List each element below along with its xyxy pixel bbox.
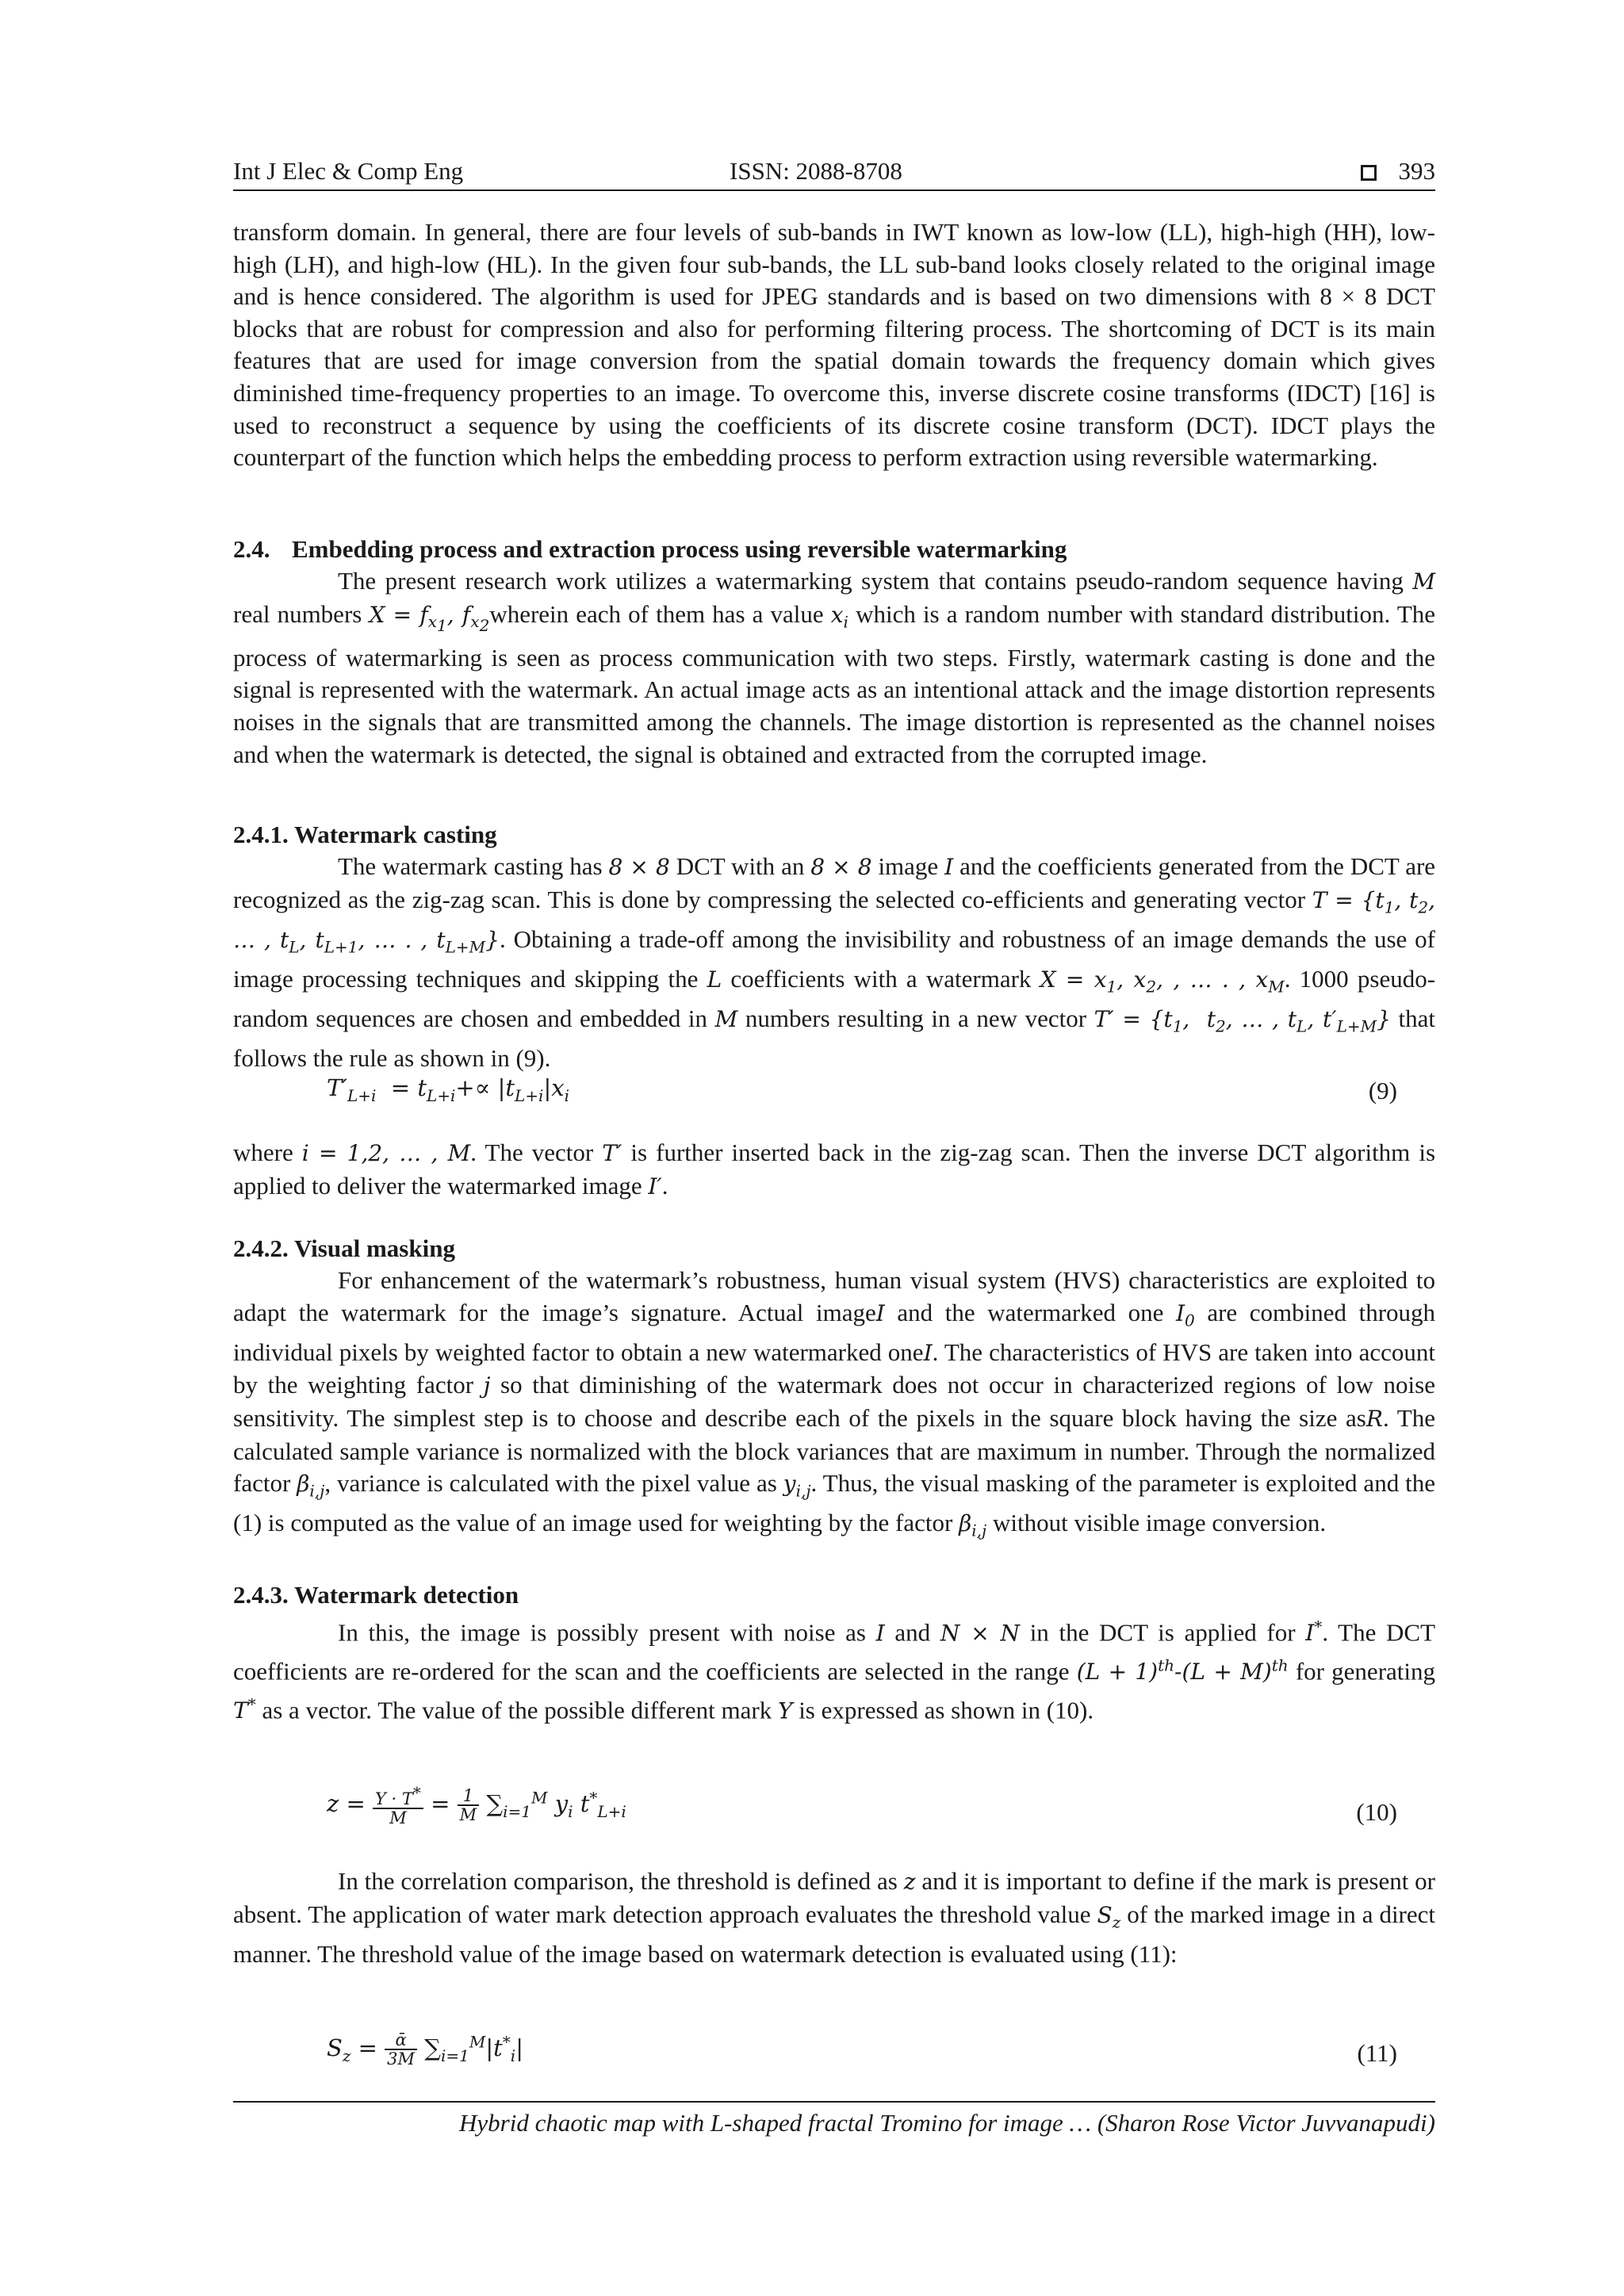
- equation-10-number: (10): [1356, 1798, 1397, 1826]
- issn: ISSN: 2088-8708: [730, 157, 902, 185]
- equation-11-number: (11): [1357, 2039, 1397, 2067]
- running-title: Hybrid chaotic map with L-shaped fractal Tromino for image … (Sharon Rose Victor Juvvanapudi): [459, 2109, 1435, 2137]
- section-2-4-1-paragraph: The watermark casting has 8 × 8 DCT with an 8 × 8 image I and the coefficients generated from the DCT are recognized as the zig-zag scan. This is done by compressing the selected co-efficients and generating vector $T = \{t_1$, $t_2$, … , $t_L$, $t_{L+1}$, … . , $t_{L+M}$}. Obtaining a trade-off among the invisibility and robustness of an image demands the use of image processing techniques and skipping the L coefficients with a watermark $X = x_1$, $x_2$, , … . , $x_M$. 1000 pseudo-random sequences are chosen and embedded in M numbers resulting in a new vector $T' = \{t_1$, $t_2$, … , $t_L$, $t'_{L+M}$} that follows the rule as shown in (9).: [233, 852, 1436, 1073]
- equation-10-formula: z = $\frac{Y \cdot T^*}{M}$ = $\frac{1}{M}$ $\sum_{i=1}^M$ $y_i$ $t^*_{L+i}$: [327, 1783, 626, 1827]
- equation-10: [233, 1782, 1435, 1833]
- section-2-4-3-heading: 2.4.3. Watermark detection: [233, 1581, 519, 1609]
- header-marker: [1361, 155, 1377, 187]
- section-2-4-3-paragraph-2: In the correlation comparison, the threshold is defined as z and it is important to define if the mark is present or absent. The application of water mark detection approach evaluates the threshold value $S_z$ of the marked image in a direct manner. The threshold value of the image based on watermark detection is evaluated using (11):: [233, 1867, 1436, 1968]
- equation-9: [233, 1067, 1435, 1112]
- square-box-icon: [1361, 165, 1377, 181]
- section-2-4-1-heading: 2.4.1. Watermark casting: [233, 821, 497, 848]
- footer-rule: [233, 2101, 1435, 2103]
- journal-name: Int J Elec & Comp Eng: [233, 157, 464, 185]
- section-2-4-2-paragraph: For enhancement of the watermark’s robustness, human visual system (HVS) characteristics are exploited to adapt the watermark for the image’s signature. Actual imageI and the watermarked one $I_0$ are combined through individual pixels by weighted factor to obtain a new watermarked oneI. The characteristics of HVS are taken into account by the weighting factor j so that diminishing of the watermark does not occur in characterized regions of low noise sensitivity. The simplest step is to choose and describe each of the pixels in the square block having the size asR. The calculated sample variance is normalized with the block variances that are maximum in number. Through the normalized factor $\beta_{i,j}$, variance is calculated with the pixel value as $y_{i,j}$. Thus, the visual masking of the parameter is exploited and the (1) is computed as the value of an image used for weighting by the factor $\beta_{i,j}$ without visible image conversion.: [233, 1266, 1436, 1540]
- equation-9-number: (9): [1368, 1077, 1397, 1104]
- section-2-4-1-after-paragraph: where i = 1,2, … , M. The vector T′ is further inserted back in the zig-zag scan. Then the inverse DCT algorithm is applied to deliver the watermarked image I′.: [233, 1138, 1436, 1200]
- equation-11: [233, 2023, 1435, 2074]
- header-rule: [233, 189, 1435, 191]
- intro-paragraph: transform domain. In general, there are four levels of sub-bands in IWT known as low-low (LL), high-high (HH), low-high (LH), and high-low (HL). In the given four sub-bands, the LL sub-band looks closely related to the original image and is hence considered. The algorithm is used for JPEG standards and is based on two dimensions with 8 × 8 DCT blocks that are robust for compression and also for performing filtering process. The shortcoming of DCT is its main features that are used for image conversion from the spatial domain towards the frequency domain which gives diminished time-frequency properties to an image. To overcome this, inverse discrete cosine transforms (IDCT) [16] is used to reconstruct a sequence by using the coefficients of its discrete cosine transform (DCT). IDCT plays the counterpart of the function which helps the embedding process to perform extraction using reversible watermarking.: [233, 218, 1435, 472]
- section-2-4-3-paragraph: In this, the image is possibly present with noise as I and N × N in the DCT is applied for I*. The DCT coefficients are re-ordered for the scan and the coefficients are selected in the range $(L + 1)^{th}-(L + M)^{th}$ for generating T* as a vector. The value of the possible different mark Y is expressed as shown in (10).: [233, 1617, 1436, 1724]
- section-2-4-paragraph: The present research work utilizes a watermarking system that contains pseudo-random sequence having M real numbers $X = f_{x_1}$, $f_{x_2}wherein$ each of them has a value $x_i$ which is a random number with standard distribution. The process of watermarking is seen as process communication with two steps. Firstly, watermark casting is done and the signal is represented with the watermark. An actual image acts as an intentional attack and the image distortion represents noises in the signals that are transmitted among the channels. The image distortion is represented as the channel noises and when the watermark is detected, the signal is obtained and extracted from the corrupted image.: [233, 567, 1436, 768]
- section-2-4-2-heading: 2.4.2. Visual masking: [233, 1234, 455, 1262]
- equation-11-formula: $S_z$ = $\frac{\text{ᾱ}}{3M}$ $\sum_{i=1}^M|t^*_i|$: [327, 2030, 523, 2068]
- equation-9-formula: $T'_{L+i} = t_{L+i}+\propto |t_{L+i}|x_i$: [327, 1074, 569, 1105]
- section-2-4-heading: 2.4. Embedding process and extraction process using reversible watermarking: [233, 535, 1067, 563]
- page-number: 393: [1398, 157, 1435, 185]
